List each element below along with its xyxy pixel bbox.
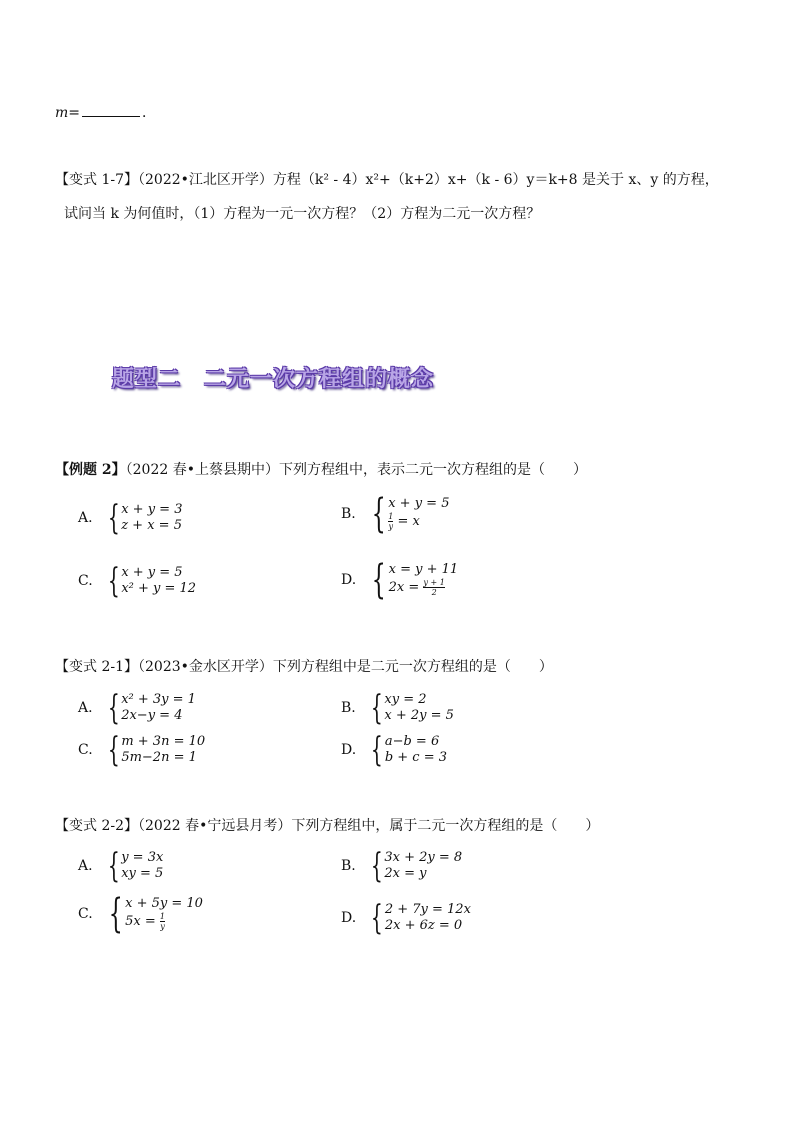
question-2-1 — [55, 657, 553, 677]
left-brace: { — [371, 730, 383, 770]
option-letter: B. — [341, 700, 356, 716]
equation-2: 2x−y = 4 — [121, 708, 183, 723]
left-brace: { — [107, 688, 120, 728]
section-title: 题型二 二元一次方程组的概念 — [112, 366, 435, 392]
option-letter: C. — [78, 905, 93, 922]
option-a[interactable] — [78, 688, 196, 728]
fraction-denominator: y — [160, 922, 165, 931]
option-d[interactable] — [341, 556, 459, 603]
question-tag: 【变式 2-1】 — [55, 659, 138, 675]
fraction-denominator: 2 — [431, 588, 437, 597]
equation-1: x + y = 3 — [121, 502, 183, 517]
equation-2-left: 2x = — [388, 580, 420, 595]
option-letter: D. — [341, 571, 357, 588]
option-letter: B. — [341, 858, 356, 874]
equation-2: b + c = 3 — [384, 750, 448, 765]
option-letter: A. — [78, 510, 93, 526]
left-brace: { — [370, 846, 383, 886]
left-brace: { — [371, 490, 386, 537]
equation-2 — [389, 578, 459, 597]
blank-prefix: m= — [55, 105, 81, 121]
equation-2: x² + y = 12 — [121, 581, 197, 596]
equation-2: xy = 5 — [121, 866, 164, 881]
equation-1: x + y = 5 — [388, 496, 450, 511]
equation-1: a−b = 6 — [384, 734, 440, 749]
option-b[interactable] — [341, 490, 450, 537]
option-d[interactable] — [341, 898, 471, 938]
equation-1: x + y = 5 — [121, 565, 183, 580]
option-letter: A. — [78, 858, 93, 874]
question-2-2 — [55, 816, 599, 836]
question-tag: 【变式 2-2】 — [55, 818, 138, 834]
example-2 — [55, 460, 587, 480]
equation-1: 2 + 7y = 12x — [384, 902, 471, 917]
option-letter: A. — [78, 700, 93, 716]
equation-2 — [388, 512, 449, 531]
option-d[interactable] — [341, 730, 448, 770]
left-brace: { — [107, 730, 120, 770]
option-a[interactable] — [78, 498, 183, 538]
option-a[interactable] — [78, 846, 164, 886]
equation-2: z + x = 5 — [121, 518, 182, 533]
option-letter: D. — [341, 910, 357, 926]
left-brace: { — [370, 688, 383, 728]
option-b[interactable] — [341, 688, 454, 728]
question-1-7 — [55, 170, 719, 190]
left-brace: { — [107, 498, 120, 538]
left-brace: { — [108, 890, 123, 937]
option-b[interactable] — [341, 846, 463, 886]
left-brace: { — [371, 556, 386, 603]
question-source: （2022•江北区开学） — [138, 172, 273, 188]
equation-2: 2x = y — [384, 866, 427, 881]
equation-2: 2x + 6z = 0 — [384, 918, 463, 933]
equation-2: 5m−2n = 1 — [121, 750, 197, 765]
equation-1: m + 3n = 10 — [121, 734, 206, 749]
question-tag: 【例题 2】 — [55, 462, 126, 478]
option-c[interactable] — [78, 890, 203, 937]
fill-blank-line — [55, 103, 156, 123]
question-1-7-line2: 试问当 k 为何值时，（1）方程为一元一次方程？（2）方程为二元一次方程？ — [64, 206, 541, 222]
question-stem-line1: 方程（k² - 4）x²+（k+2）x+（k - 6）y＝k+8 是关于 x、y 的方程， — [272, 172, 719, 188]
question-stem: 下列方程组中是二元一次方程组的是（ ） — [272, 659, 553, 675]
equation-2: x + 2y = 5 — [384, 708, 454, 723]
equation-1: x + 5y = 10 — [125, 896, 203, 911]
question-tag: 【变式 1-7】 — [55, 172, 138, 188]
option-letter: D. — [341, 742, 357, 758]
option-letter: B. — [341, 505, 356, 522]
left-brace: { — [107, 846, 120, 886]
blank-suffix: ． — [142, 105, 157, 121]
fraction-denominator: y — [388, 522, 394, 531]
answer-blank[interactable] — [82, 104, 140, 117]
question-source: （2022 春•宁远县月考） — [138, 818, 292, 834]
fraction-numerator: y + 1 — [423, 578, 445, 587]
equation-2-rest: = x — [397, 514, 420, 529]
fraction-numerator: 1 — [388, 512, 394, 521]
equation-1: xy = 2 — [384, 692, 427, 707]
option-letter: C. — [78, 742, 93, 758]
question-stem: 下列方程组中，表示二元一次方程组的是（ ） — [278, 462, 587, 478]
option-c[interactable] — [78, 561, 197, 601]
option-letter: C. — [78, 573, 93, 589]
question-source: （2022 春•上蔡县期中） — [125, 462, 279, 478]
equation-1: y = 3x — [121, 850, 164, 865]
option-c[interactable] — [78, 730, 206, 770]
left-brace: { — [107, 561, 120, 601]
left-brace: { — [371, 898, 383, 938]
fraction-numerator: 1 — [159, 912, 165, 921]
equation-1: x² + 3y = 1 — [121, 692, 196, 707]
question-source: （2023•金水区开学） — [138, 659, 273, 675]
equation-1: 3x + 2y = 8 — [384, 850, 463, 865]
equation-1: x = y + 11 — [388, 562, 459, 577]
question-stem: 下列方程组中，属于二元一次方程组的是（ ） — [291, 818, 600, 834]
equation-2 — [125, 912, 203, 931]
equation-2-left: 5x = — [125, 914, 156, 929]
